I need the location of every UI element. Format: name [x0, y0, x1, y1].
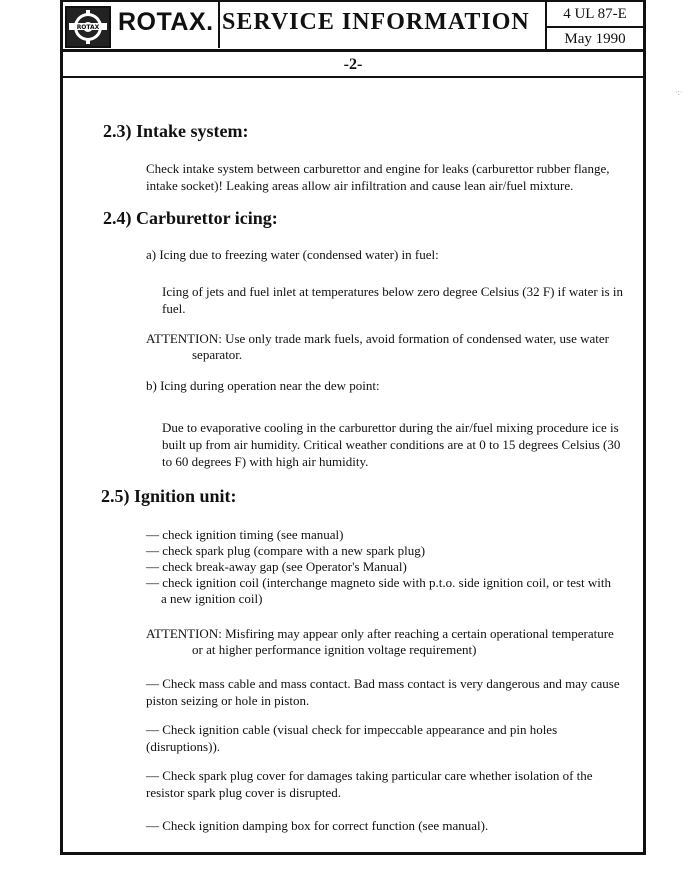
document-date: May 1990 — [564, 31, 626, 47]
brand-name: ROTAX. — [118, 8, 214, 36]
icing-a-body: Icing of jets and fuel inlet at temperatures below zero degree Celsius (32 F) if water is in fuel. — [162, 284, 623, 316]
check-damping-box: — Check ignition damping box for correct function (see manual). — [146, 818, 489, 833]
icing-a-label: a) Icing due to freezing water (condensed water) in fuel: — [146, 247, 439, 262]
check-mass-cable: — Check mass cable and mass contact. Bad mass contact is very dangerous and may cause piston seizing or hole in piston. — [146, 676, 620, 708]
attention-misfiring-line1: ATTENTION: Misfiring may appear only after reaching a certain operational temperature — [146, 626, 614, 641]
section-heading-carburettor-icing: 2.4) Carburettor icing: — [103, 208, 278, 228]
section-heading-ignition: 2.5) Ignition unit: — [101, 486, 237, 506]
icing-b-body: Due to evaporative cooling in the carburettor during the air/fuel mixing procedure ice is built up from air humidity. Critical weather conditions are at 0 to 15 degrees Celsius (30 to 60 degrees F) with high air humidity. — [162, 420, 621, 469]
document-number: 4 UL 87-E — [563, 6, 627, 22]
rotax-logo — [65, 6, 111, 48]
attention-fuel-line2: separator. — [192, 347, 243, 362]
check-ignition-timing: — check ignition timing (see manual) — [146, 527, 344, 542]
page-bar — [60, 52, 646, 78]
attention-fuel-line1: ATTENTION: Use only trade mark fuels, avoid formation of condensed water, use water — [146, 331, 609, 346]
title-divider — [218, 2, 220, 48]
svg-text:ROTAX: ROTAX — [76, 24, 100, 31]
scan-speck: ·:· — [675, 88, 683, 97]
check-ignition-coil-cont: a new ignition coil) — [161, 591, 263, 606]
attention-misfiring-line2: or at higher performance ignition voltage requirement) — [192, 642, 477, 657]
check-ignition-coil: — check ignition coil (interchange magneto side with p.t.o. side ignition coil, or test with — [146, 575, 612, 590]
reference-divider — [547, 26, 643, 28]
document-title: SERVICE INFORMATION — [222, 9, 530, 35]
gear-logo-icon — [67, 8, 109, 46]
page-number: -2- — [343, 56, 363, 73]
section-heading-intake: 2.3) Intake system: — [103, 121, 249, 141]
check-break-away-gap: — check break-away gap (see Operator's Manual) — [146, 559, 407, 574]
check-spark-plug: — check spark plug (compare with a new spark plug) — [146, 543, 426, 558]
icing-b-label: b) Icing during operation near the dew point: — [146, 378, 380, 393]
reference-box — [545, 2, 643, 50]
check-spark-plug-cover: — Check spark plug cover for damages taking particular care whether isolation of the resistor spark plug cover is disrupted. — [146, 768, 593, 800]
check-ignition-cable: — Check ignition cable (visual check for impeccable appearance and pin holes (disruptions)). — [146, 722, 558, 754]
intake-body: Check intake system between carburettor and engine for leaks (carburettor rubber flange, intake socket)! Leaking areas allow air infiltration and cause lean air/fuel mixture. — [146, 161, 610, 193]
